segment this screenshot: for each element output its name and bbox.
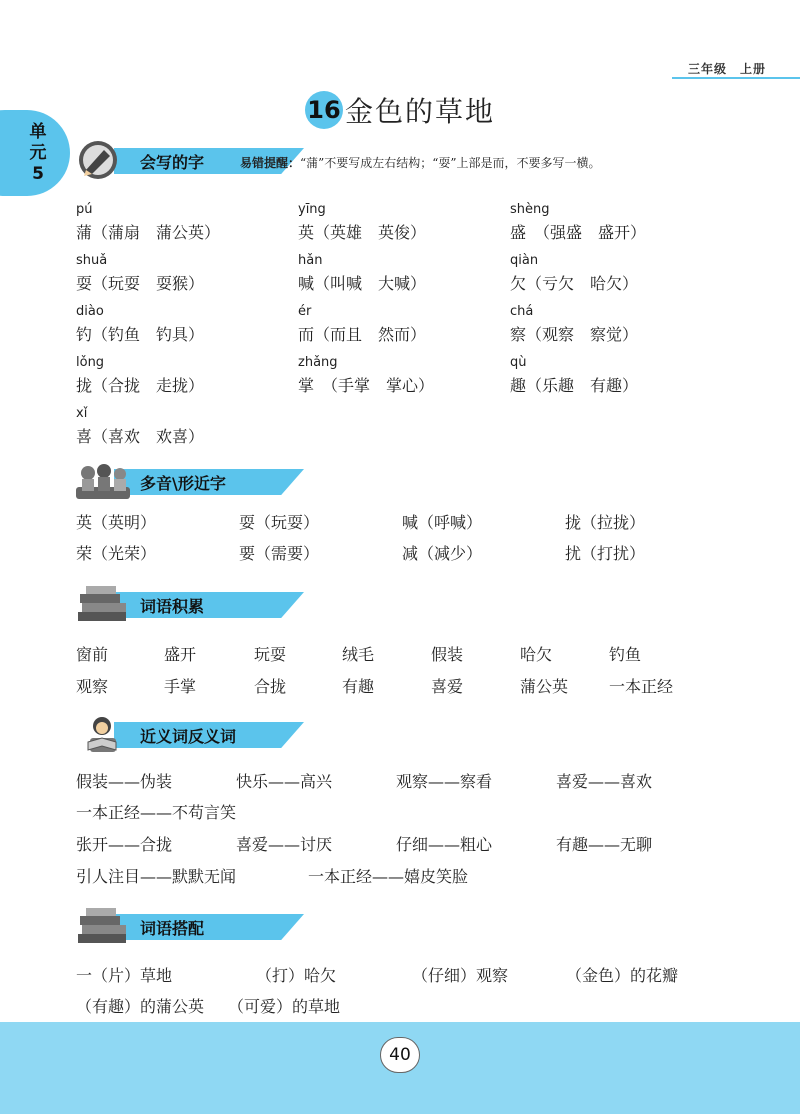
grade-label: 三年级 上册 [687,62,766,76]
char-item: ér 而（而且 然而） [298,304,427,344]
char-item: hǎn 喊（叫喊 大喊） [298,253,427,293]
char-item: yīng 英（英雄 英俊） [298,202,427,242]
section-collocation-title: 词语搭配 [140,919,205,938]
girl-reading-icon [74,714,132,754]
char-item: chá 察（观察 察觉） [510,304,639,344]
lesson-title: 金色的草地 [344,95,495,128]
section-vocab-title: 词语积累 [140,597,205,616]
char-item: qù 趣（乐趣 有趣） [510,355,639,395]
books-icon [74,906,132,946]
char-item: pú 蒲（蒲扇 蒲公英） [76,202,221,242]
pencil-icon [74,140,132,180]
lesson-number: 16 [305,91,343,129]
char-item: qiàn 欠（亏欠 哈欠） [510,253,639,293]
section-write-title: 会写的字 [140,153,205,172]
section-similar-title: 多音\形近字 [140,474,226,493]
char-item: shèng 盛 （强盛 盛开） [510,202,647,242]
lesson-heading [0,90,800,130]
page-number: 40 [380,1037,420,1073]
unit-label: 单 元 5 [29,122,47,184]
char-item: shuǎ 耍（玩耍 耍猴） [76,253,205,293]
children-icon [74,461,132,501]
char-item: zhǎng 掌 （手掌 掌心） [298,355,435,395]
char-item: xǐ 喜（喜欢 欢喜） [76,406,205,446]
books-icon [74,584,132,624]
char-item: lǒng 拢（合拢 走拢） [76,355,205,395]
error-tip: 易错提醒：“蒲”不要写成左右结构；“耍”上部是而，不要多写一横。 [240,156,601,170]
section-synonyms-title: 近义词反义词 [140,727,237,746]
header-rule [672,77,800,79]
char-item: diào 钓（钓鱼 钓具） [76,304,205,344]
